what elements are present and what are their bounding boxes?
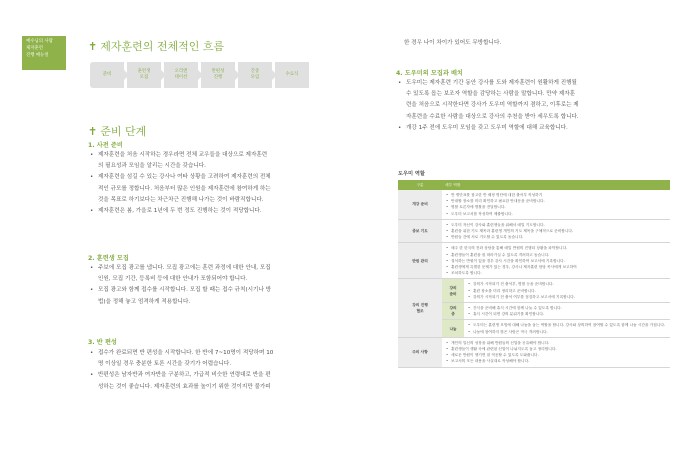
- row-category: 중보 기도: [398, 219, 442, 243]
- list-item: • 결석하는 반원이 있을 경우 강사 시간을 확인하여 보고서에 기록합니다.: [451, 258, 667, 264]
- row-detail: [464, 320, 670, 337]
- list-item: • 매주 한 한국의 전화 상담을 통해 매일 반원의 진행되 상황을 파악합니다.: [451, 245, 667, 251]
- list-item: • 반원들 간에 서로 기도할 수 있도록 돕습니다.: [451, 234, 667, 240]
- left-column: [84, 0, 370, 463]
- flow-step-label: 모임: [250, 75, 260, 80]
- flow-step-label: 테이션: [174, 75, 188, 80]
- right-column: [392, 0, 676, 463]
- list-item: • 간식을 준비해 휴식 시간에 함께 나눌 수 있도록 합니다.: [473, 305, 667, 311]
- list-item: • 휴식 시간이 되면 강의 분위기를 확인합니다.: [473, 311, 667, 317]
- table-row: [398, 243, 670, 279]
- list-item: • 개강 1주 전에 도우미 모임을 갖고 도우미 역할에 대해 교육합니다.: [406, 123, 674, 134]
- flow-step-label: 오리엔: [174, 69, 188, 75]
- list-item: • 도우미 보고서를 작성하여 제출합니다.: [451, 211, 667, 217]
- flow-heading: [88, 38, 224, 54]
- row-subcategory: 나눔: [442, 320, 464, 337]
- list-item: • 반 명단표를 참고한 반 배정 명단에 대한 출석부 작성하기: [451, 192, 667, 198]
- list-item: • 강의가 시작되기 전 출석 여부를 점검하고 보고서에 기록합니다.: [473, 294, 667, 300]
- list-item: • 나눔에 참여하지 않은 사람은 적극 격려합니다.: [473, 329, 667, 335]
- column-header: 세부 역할: [442, 180, 670, 190]
- row-subcategory: 강의 준비: [442, 279, 464, 303]
- bullet-list: [88, 150, 364, 217]
- flow-step: [275, 62, 309, 88]
- section-heading: [88, 123, 146, 139]
- list-item: • 접수가 완료되면 반 편성을 시작합니다. 한 반에 7~10명이 적당하며 10 명 이상일 경우 충분한 토론 시간을 갖기가 어렵습니다.: [98, 348, 364, 370]
- table-row: [398, 279, 670, 303]
- flow-step-label: 준비: [102, 72, 112, 78]
- chapter-tab-line: 진행 매뉴얼: [26, 52, 49, 58]
- flow-step: [164, 62, 198, 88]
- flow-step: [201, 62, 235, 88]
- subsection-title: 4. 도우미의 모집과 배치: [396, 70, 463, 77]
- row-detail: [442, 219, 670, 243]
- table-row: [398, 219, 670, 243]
- subsection-title: 1. 사전 준비: [88, 142, 123, 149]
- list-item: • 훈련을 위한 기도 제목과 훈련생 개인의 기도 제목을 구체적으로 준비합니다.: [451, 228, 667, 234]
- flow-step-label: 반편성: [211, 69, 225, 75]
- list-item: • 도우미는 훈련생 모임에 대해 나눔을 돕는 역할을 합니다. 강사와 상의하여 참여할 수 있도록 함께 나눔 시간을 가집니다.: [473, 322, 667, 328]
- chapter-tab-line: 제자훈련: [26, 45, 43, 51]
- table-header-row: [398, 180, 670, 190]
- flow-step-label: 수료식: [285, 72, 299, 78]
- column-header: 구분: [398, 180, 442, 190]
- row-category: 주의 사항: [398, 337, 442, 367]
- list-item: • 명찰 토론자에 명찰을 전달합니다.: [451, 204, 667, 210]
- cross-icon: ✝: [88, 40, 98, 53]
- flow-step: [127, 62, 161, 88]
- row-category: 반원 관리: [398, 243, 442, 279]
- row-detail: [464, 303, 670, 320]
- list-item: • 반편성은 남자반과 여자반을 구분하고, 가급적 비슷한 연령대로 반을 편 성하는 것이 좋습니다. 제자훈련의 효과를 높이기 위한 것이지만 불가피: [98, 370, 364, 392]
- flow-step-label: 간증: [250, 69, 260, 75]
- flow-step-label: 모집: [139, 75, 149, 80]
- bullet-list: [88, 348, 364, 393]
- row-category: 개강 준비: [398, 190, 442, 219]
- bullet-list: [88, 263, 364, 308]
- table-row: [398, 337, 670, 367]
- list-item: • 보고서의 모든 내용을 사실대로 작성해야 합니다.: [451, 358, 667, 364]
- flow-step-label: 훈련생: [137, 69, 151, 75]
- sidebar: [0, 0, 78, 463]
- chapter-tab-line: 예수님의 사람: [26, 39, 53, 44]
- row-subcategory: 강의 중: [442, 303, 464, 320]
- list-item: • 훈련생에게 특별한 문제가 있는 경우, 강사나 제자훈련 담당 목사에게 보고하여: [451, 264, 667, 270]
- row-detail: [442, 337, 670, 367]
- flow-step-label: 진행: [213, 75, 223, 80]
- list-item: • 제자훈련을 처음 시작하는 경우라면 전체 교우들을 대상으로 제자훈련 의 필요성과 모임을 알리는 시간을 갖습니다.: [98, 150, 364, 172]
- list-item: • 주보에 모집 광고를 냅니다. 모집 광고에는 훈련 과정에 대한 안내, 모집 인원, 모집 기간, 등록비 등에 대한 안내가 포함되어야 합니다.: [98, 263, 364, 285]
- chapter-tab[interactable]: [22, 36, 66, 70]
- list-item: • 개인의 일신의 성장을 위해 반원들의 신앙을 공유해야 합니다.: [451, 340, 667, 346]
- list-item: • 새로운 반원이 생기면 잘 적응할 수 있도록 도와줍니다.: [451, 352, 667, 358]
- list-item: • 강의가 시작되기 전 출석부, 명찰 등을 준비합니다.: [473, 281, 667, 287]
- subsection-title: 3. 반 편성: [88, 339, 117, 346]
- flow-step: [238, 62, 272, 88]
- row-detail: [442, 243, 670, 279]
- row-category: 강의 진행 협조: [398, 279, 442, 337]
- list-item: • 훈련생들이 훈련을 잘 따라가실 수 있도록 격려하고 돕습니다.: [451, 252, 667, 258]
- list-item: • 안내할 장소를 미리 확인하고 필요한 안내문을 준비합니다.: [451, 198, 667, 204]
- bullet-list: [396, 78, 674, 134]
- list-item: • 훈련 장소를 미리 정리하고 준비합니다.: [473, 288, 667, 294]
- row-detail: [442, 190, 670, 219]
- flow-title: 제자훈련의 전체적인 흐름: [100, 40, 225, 53]
- flow-step: [90, 62, 124, 88]
- list-item: • 제자훈련은 봄, 가을로 1년에 두 번 정도 진행하는 것이 적당합니다.: [98, 206, 364, 217]
- section-title: 준비 단계: [100, 125, 147, 138]
- list-item: • 제자훈련을 섬길 수 있는 강사나 여타 상황을 고려하여 제자훈련의 전체 적인 규모를 정합니다. 처음부터 많은 인원을 제자훈련에 참여하게 하는 것을 목표로 하기보다는 차근차근 진행해 나가는 것이 바람직합니다.: [98, 172, 364, 206]
- table-caption: 도우미 역할: [398, 171, 425, 177]
- list-item: • 훈련생들이 생활 속에 관련된 신앙이 나눠지도록 돕고 정리합니다.: [451, 346, 667, 352]
- cross-icon: ✝: [88, 125, 98, 138]
- list-item: • 조치하도록 합니다.: [451, 270, 667, 276]
- continued-line: 한 경우 나이 차이가 있어도 무방합니다.: [404, 40, 502, 46]
- list-item: • 모집 광고와 함께 접수를 시작합니다. 모집 할 때는 접수 규칙(시기나 방 법)을 정해 놓고 엄격하게 적용합니다.: [98, 285, 364, 307]
- row-detail: [464, 279, 670, 303]
- process-flow: [90, 62, 309, 88]
- helper-roles-table: [398, 180, 670, 368]
- list-item: • 도우미는 제자훈련 기간 동안 강사를 도와 제자훈련이 원활하게 진행될 수 있도록 돕는 보조자 역할을 감당하는 사람을 말합니다. 만약 제자훈 련을 처음으로 시작한다면 강사가 도우미 역할까지 겸하고, 이후로는 제 자훈련을 수료한 사람을 대상으로 강사의 추천을 받아 세우도록 합니다.: [406, 78, 674, 123]
- list-item: • 도우미 자신이 강사와 훈련생들을 위해서 매일 기도합니다.: [451, 222, 667, 228]
- table-row: [398, 190, 670, 219]
- subsection-title: 2. 훈련생 모집: [88, 255, 129, 262]
